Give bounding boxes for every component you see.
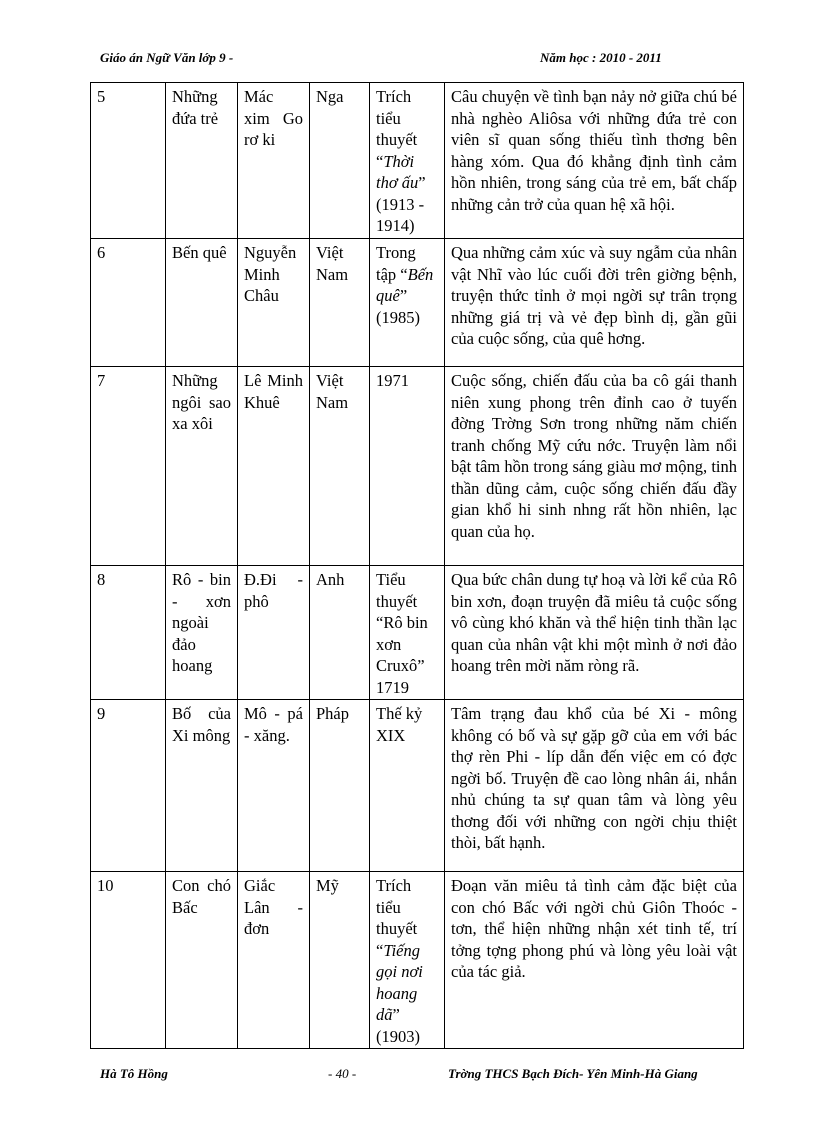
- source-italic: Bến quê: [376, 264, 434, 305]
- work-title: Những đứa trẻ: [166, 83, 238, 239]
- work-summary: Cuộc sống, chiến đấu của ba cô gái thanh niên xung phong trên đỉnh cao ở tuyến đờng Trờng Sơn trong những năm chiến tranh chống Mỹ cứu nớc. Truyện làm nổi bật tâm hồn trong sáng giàu mơ mộng, tinh thần dũng cảm, cuộc sống chiến đấu đầy gian khổ hi sinh nhng rất hồn nhiên, lạc quan của họ.: [445, 367, 744, 566]
- source-italic: Tiếng gọi nơi hoang dã: [376, 940, 423, 1024]
- work-author: Giắc Lân - đơn: [238, 872, 310, 1049]
- row-number: 9: [91, 700, 166, 872]
- work-author: Mô - pá - xăng.: [238, 700, 310, 872]
- table-row: [91, 872, 744, 1049]
- row-number: 8: [91, 566, 166, 700]
- table-row: [91, 239, 744, 367]
- row-number: 7: [91, 367, 166, 566]
- source-text: Trích tiểu thuyết “: [376, 87, 418, 171]
- work-title: Rô - bin - xơn ngoài đảo hoang: [166, 566, 238, 700]
- source-text: Thế kỷ XIX: [376, 704, 423, 745]
- table-row: [91, 700, 744, 872]
- work-summary: Qua những cảm xúc và suy ngẫm của nhân vật Nhĩ vào lúc cuối đời trên giờng bệnh, truyện thức tỉnh ở mọi ngời sự trân trọng những giá trị và vẻ đẹp bình dị, gần gũi của cuộc sống, của quê hơng.: [445, 239, 744, 367]
- source-text-end: ” (1903): [376, 1005, 420, 1046]
- row-number: 6: [91, 239, 166, 367]
- work-title: Con chó Bấc: [166, 872, 238, 1049]
- source-text: 1971: [376, 371, 409, 390]
- row-number: 5: [91, 83, 166, 239]
- work-source: [370, 700, 445, 872]
- source-text: Tiểu thuyết “Rô bin xơn Cruxô” 1719: [376, 570, 428, 697]
- work-source: [370, 566, 445, 700]
- source-text-end: ” (1985): [376, 286, 420, 327]
- footer-author: Hà Tô Hồng: [100, 1066, 168, 1081]
- work-source: [370, 367, 445, 566]
- work-title: Những ngôi sao xa xôi: [166, 367, 238, 566]
- work-country: Việt Nam: [310, 367, 370, 566]
- header-school-year: Năm học : 2010 - 2011: [540, 50, 662, 65]
- footer-page-number: - 40 -: [328, 1066, 357, 1081]
- works-table: [90, 82, 744, 1049]
- work-source: [370, 872, 445, 1049]
- work-source: [370, 83, 445, 239]
- table-row: [91, 566, 744, 700]
- row-number: 10: [91, 872, 166, 1049]
- work-summary: Tâm trạng đau khổ của bé Xi - mông không có bố và sự gặp gỡ của em với bác thợ rèn Phi - líp dẫn đến việc em có đợc ngời bố. Truyện đề cao lòng nhân ái, nhắn nhủ chúng ta sự quan tâm và lòng yêu thơng đối với những con ngời chịu thiệt thòi, bất hạnh.: [445, 700, 744, 872]
- work-country: Việt Nam: [310, 239, 370, 367]
- work-summary: Qua bức chân dung tự hoạ và lời kể của Rô bin xơn, đoạn truyện đã miêu tả cuộc sống vô cùng khó khăn và thể hiện tinh thần lạc quan của nhân vật khi một mình ở nơi đảo hoang trên mời năm ròng rã.: [445, 566, 744, 700]
- work-summary: Đoạn văn miêu tả tình cảm đặc biệt của con chó Bấc với ngời chủ Giôn Thoóc - tơn, thể hiện những nhận xét tinh tế, trí tởng tợng phong phú và lòng yêu loài vật của tác giả.: [445, 872, 744, 1049]
- work-country: Pháp: [310, 700, 370, 872]
- work-title: Bố của Xi mông: [166, 700, 238, 872]
- work-author: Mác xim Go rơ ki: [238, 83, 310, 239]
- work-author: Nguyễn Minh Châu: [238, 239, 310, 367]
- source-italic: Thời thơ ấu: [376, 151, 419, 192]
- header-subject: Giáo án Ngữ Văn lớp 9 -: [100, 50, 234, 65]
- table-row: [91, 367, 744, 566]
- source-text-end: ” (1913 - 1914): [376, 173, 426, 235]
- work-title: Bến quê: [166, 239, 238, 367]
- table-row: [91, 83, 744, 239]
- work-country: Mỹ: [310, 872, 370, 1049]
- work-country: Nga: [310, 83, 370, 239]
- work-summary: Câu chuyện về tình bạn nảy nở giữa chú bé nhà nghèo Aliôsa với những đứa trẻ con viên sĩ quan sống thiếu tình thơng bên hàng xóm. Qua đó khẳng định tình cảm hồn nhiên, trong sáng của trẻ em, bất chấp những cản trở của quan hệ xã hội.: [445, 83, 744, 239]
- footer-school: Trờng THCS Bạch Đích- Yên Minh-Hà Giang: [448, 1066, 698, 1081]
- source-text: Trong tập “: [376, 243, 416, 284]
- work-country: Anh: [310, 566, 370, 700]
- source-text: Trích tiểu thuyết “: [376, 876, 418, 960]
- work-source: [370, 239, 445, 367]
- work-author: Lê Minh Khuê: [238, 367, 310, 566]
- work-author: Đ.Đi - phô: [238, 566, 310, 700]
